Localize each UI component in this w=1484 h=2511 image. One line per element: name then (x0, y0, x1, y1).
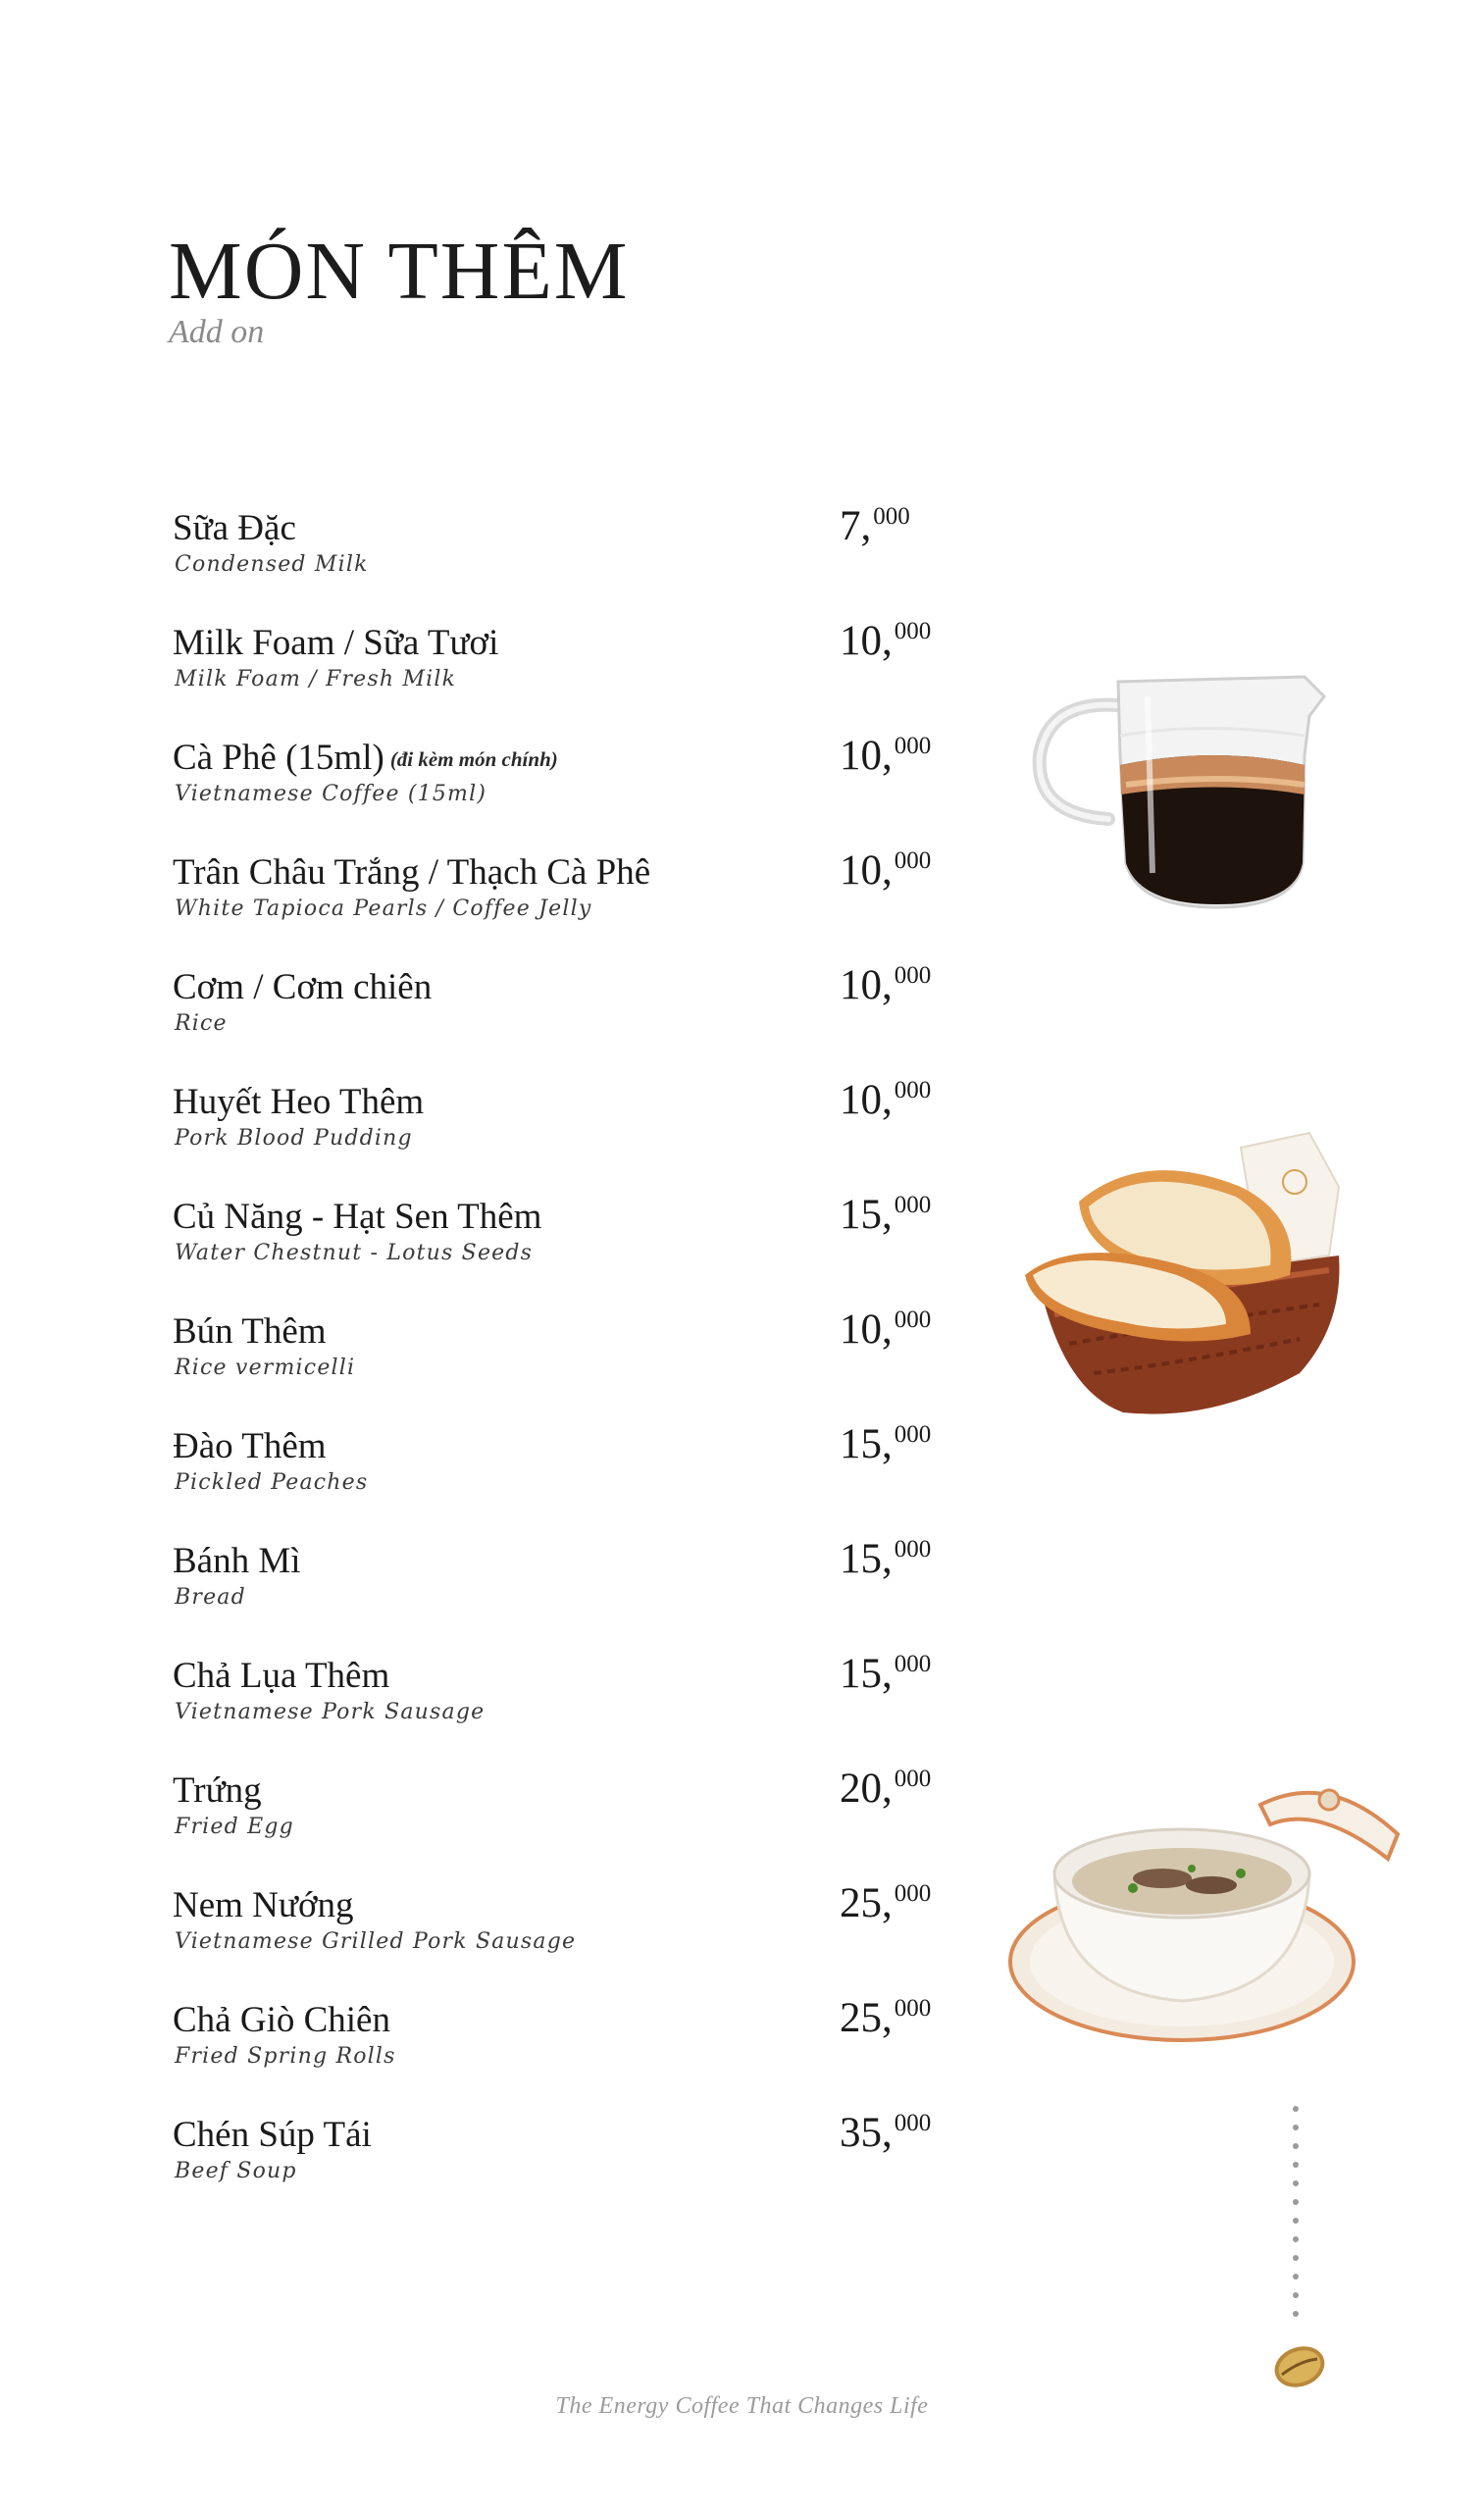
item-name: Nem Nướng (173, 1885, 354, 1925)
item-name: Milk Foam / Sữa Tươi (173, 623, 499, 663)
item-price: 15,$^{000}$ (840, 1536, 932, 1582)
menu-item (173, 847, 987, 962)
footer-tagline: The Energy Coffee That Changes Life (555, 2393, 929, 2419)
item-price: 25,$^{000}$ (840, 1880, 932, 1926)
item-price: 10,$^{000}$ (840, 962, 932, 1008)
menu-item (173, 1307, 987, 1421)
item-description: Fried Spring Rolls (175, 2044, 396, 2069)
bread-basket-icon (1015, 1128, 1349, 1422)
item-description: Beef Soup (175, 2159, 297, 2183)
item-price: 10,$^{000}$ (840, 1307, 932, 1353)
item-description: Pork Blood Pudding (175, 1126, 413, 1151)
item-name: Bún Thêm (173, 1311, 327, 1352)
item-price: 15,$^{000}$ (840, 1192, 932, 1238)
item-name: Củ Năng - Hạt Sen Thêm (173, 1197, 542, 1237)
item-price: 10,$^{000}$ (840, 847, 932, 894)
item-name: Chả Lụa Thêm (173, 1656, 390, 1696)
item-name: Trân Châu Trắng / Thạch Cà Phê (173, 852, 651, 893)
item-description: Fried Egg (175, 1815, 294, 1839)
item-price: 25,$^{000}$ (840, 1995, 932, 2041)
item-description: Vietnamese Pork Sausage (175, 1700, 486, 1724)
item-name: Sữa Đặc (173, 508, 296, 548)
item-name: Cà Phê (15ml) (đi kèm món chính) (173, 738, 558, 778)
item-name: Bánh Mì (173, 1541, 301, 1581)
item-name: Chén Súp Tái (173, 2115, 372, 2155)
menu-item (173, 962, 987, 1077)
item-price: 15,$^{000}$ (840, 1651, 932, 1697)
item-price: 15,$^{000}$ (840, 1421, 932, 1467)
menu-item (173, 1421, 987, 1536)
item-description: Rice (175, 1011, 228, 1036)
menu-item (173, 1192, 987, 1307)
item-name: Cơm / Cơm chiên (173, 967, 433, 1007)
item-name: Chả Giò Chiên (173, 2000, 390, 2040)
menu-item (173, 618, 987, 733)
item-description: Water Chestnut - Lotus Seeds (175, 1241, 534, 1265)
menu-item (173, 733, 987, 847)
item-name: Đào Thêm (173, 1426, 327, 1466)
item-name: Trứng (173, 1770, 262, 1811)
soup-bowl-icon (1005, 1766, 1417, 2050)
item-description: White Tapioca Pearls / Coffee Jelly (175, 897, 592, 921)
coffee-pitcher-icon (1010, 638, 1334, 912)
menu-item (173, 1536, 987, 1651)
item-price: 20,$^{000}$ (840, 1766, 932, 1812)
menu-item (173, 2110, 987, 2225)
menu-item (173, 1766, 987, 1880)
item-description: Bread (175, 1585, 246, 1610)
item-price: 10,$^{000}$ (840, 1077, 932, 1123)
menu-item (173, 1880, 987, 1995)
decorative-dots (1293, 2106, 1299, 2317)
item-price: 10,$^{000}$ (840, 618, 932, 664)
menu-item (173, 1651, 987, 1766)
page-title: MÓN THÊM (169, 226, 630, 317)
page-subtitle: Add on (169, 314, 265, 350)
coffee-bean-icon (1270, 2339, 1329, 2393)
item-note: (đi kèm món chính) (389, 747, 558, 771)
item-price: 10,$^{000}$ (840, 733, 932, 779)
menu-item (173, 1995, 987, 2110)
item-description: Milk Foam / Fresh Milk (175, 667, 457, 692)
item-description: Rice vermicelli (175, 1356, 356, 1380)
menu-item (173, 503, 987, 618)
item-description: Condensed Milk (175, 552, 369, 577)
item-description: Vietnamese Grilled Pork Sausage (175, 1929, 577, 1954)
menu-item (173, 1077, 987, 1192)
item-name: Huyết Heo Thêm (173, 1082, 425, 1122)
item-description: Pickled Peaches (175, 1470, 369, 1495)
item-price: 7,$^{000}$ (840, 503, 910, 549)
item-price: 35,$^{000}$ (840, 2110, 932, 2156)
item-description: Vietnamese Coffee (15ml) (175, 782, 487, 806)
